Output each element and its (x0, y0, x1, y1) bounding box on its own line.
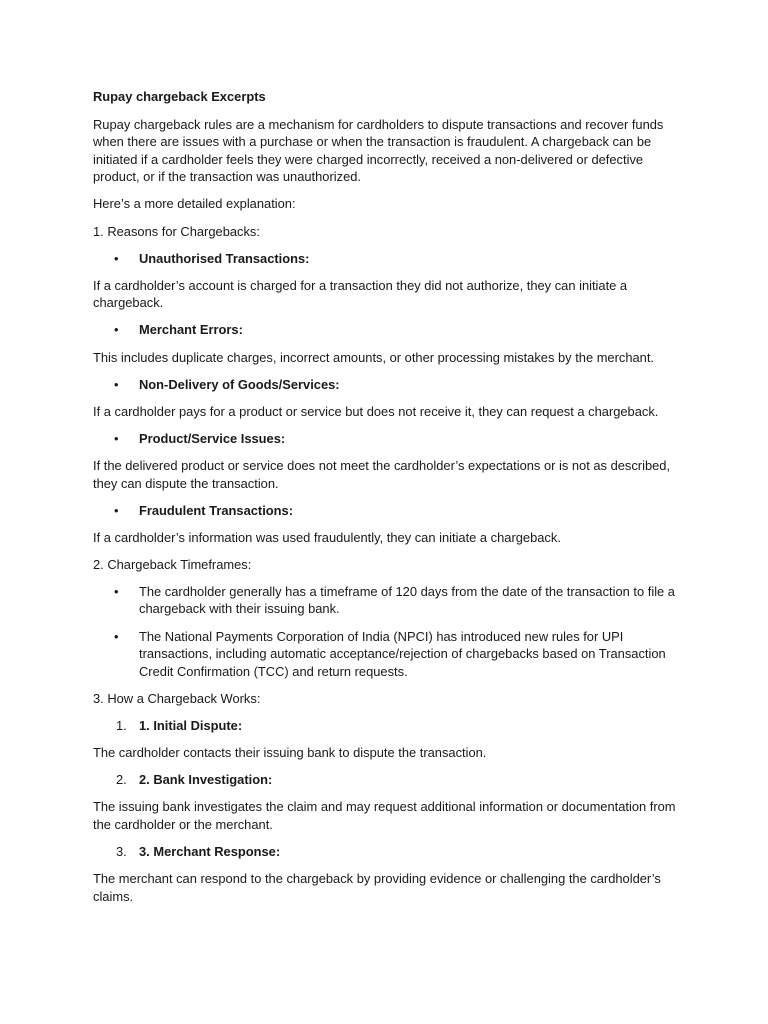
bullet-description: If the delivered product or service does not meet the cardholder’s expectations or is not as described, they can dispute the transaction. (93, 457, 671, 491)
bullet-marker: • (114, 322, 119, 338)
numbered-description: The issuing bank investigates the claim and may request additional information or documentation from the cardholder or the merchant. (93, 799, 676, 832)
bullet-item (93, 583, 679, 618)
numbered-label: 3. Merchant Response: (139, 843, 281, 859)
numbered-description: The merchant can respond to the chargeback by providing evidence or challenging the cardholder’s claims. (93, 871, 661, 904)
numbered-label: 1. Initial Dispute: (139, 717, 243, 733)
bullet-item (93, 321, 679, 339)
bullet-description: If a cardholder’s account is charged for a transaction they did not authorize, they can initiate a chargeback. (93, 277, 628, 311)
bullet-item (93, 502, 679, 520)
bullet-label: Unauthorised Transactions: (139, 250, 310, 266)
section3-heading: 3. How a Chargeback Works: (93, 690, 261, 706)
section2-heading: 2. Chargeback Timeframes: (93, 556, 252, 572)
document-title: Rupay chargeback Excerpts (93, 89, 266, 104)
bullet-label: Product/Service Issues: (139, 430, 286, 446)
bullet-marker: • (114, 376, 119, 392)
bullet-marker: • (114, 502, 119, 518)
number-marker: 2. (116, 772, 127, 788)
intro-paragraph: Rupay chargeback rules are a mechanism for cardholders to dispute transactions and recover funds when there are issues with a purchase or when the transaction is fraudulent. A chargeback can be initiated if a cardholder feels they were charged incorrectly, received a non-delivered or defective product, or if the transaction was unauthorized. (93, 116, 664, 185)
bullet-marker: • (114, 628, 119, 644)
numbered-description: The cardholder contacts their issuing bank to dispute the transaction. (93, 745, 487, 761)
bullet-item (93, 430, 679, 448)
number-marker: 3. (116, 843, 127, 859)
bullet-label: Merchant Errors: (139, 322, 243, 338)
bullet-item (93, 628, 679, 681)
numbered-item (93, 771, 679, 789)
bullet-description: If a cardholder’s information was used fraudulently, they can initiate a chargeback. (93, 529, 561, 545)
bullet-label: Non-Delivery of Goods/Services: (139, 376, 340, 392)
bullet-text: The cardholder generally has a timeframe of 120 days from the date of the transaction to file a chargeback with their issuing bank. (139, 583, 675, 617)
section1-heading: 1. Reasons for Chargebacks: (93, 223, 260, 239)
numbered-item (93, 717, 679, 735)
bullet-marker: • (114, 250, 119, 266)
bullet-marker: • (114, 583, 119, 599)
bullet-description: This includes duplicate charges, incorrect amounts, or other processing mistakes by the merchant. (93, 349, 655, 365)
numbered-item (93, 843, 679, 861)
lead-paragraph: Here’s a more detailed explanation: (93, 196, 296, 212)
bullet-marker: • (114, 430, 119, 446)
bullet-label: Fraudulent Transactions: (139, 502, 293, 518)
bullet-text: The National Payments Corporation of India (NPCI) has introduced new rules for UPI transactions, including automatic acceptance/rejection of chargebacks based on Transaction Credit Confirmation (TCC) and return requests. (139, 628, 666, 679)
bullet-item (93, 250, 679, 268)
bullet-item (93, 376, 679, 394)
number-marker: 1. (116, 717, 127, 733)
bullet-description: If a cardholder pays for a product or service but does not receive it, they can request a chargeback. (93, 403, 659, 419)
numbered-label: 2. Bank Investigation: (139, 772, 273, 788)
